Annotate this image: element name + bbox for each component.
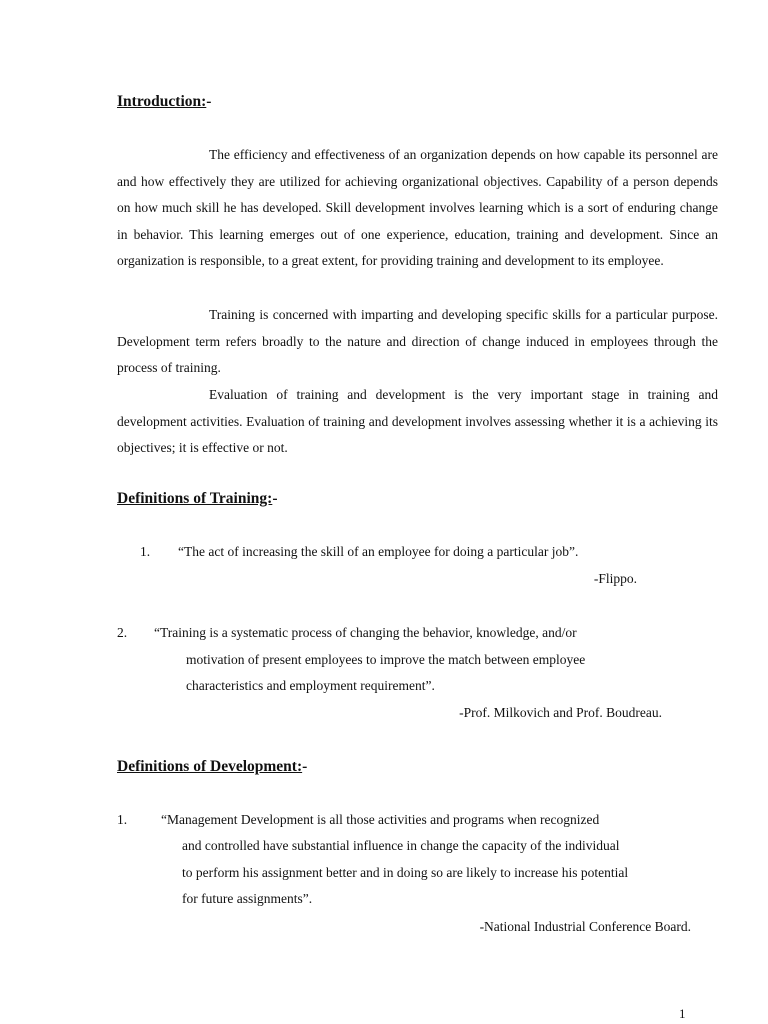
definition-quote-line: for future assignments”. (182, 891, 313, 906)
development-heading-text: Definitions of Development: (117, 758, 303, 775)
development-heading-suffix: - (302, 758, 308, 775)
development-heading (117, 758, 307, 776)
definition-quote-line: “Training is a systematic process of changing the behavior, knowledge, and/or (154, 625, 577, 640)
definition-quote-line: to perform his assignment better and in doing so are likely to increase his potential (182, 865, 629, 880)
introduction-heading (117, 93, 211, 111)
definition-quote-line: “The act of increasing the skill of an employee for doing a particular job”. (178, 544, 579, 559)
training-heading-text: Definitions of Training: (117, 490, 273, 507)
definition-number: 1. (117, 812, 128, 827)
definition-number: 1. (140, 544, 151, 559)
definition-quote-line: and controlled have substantial influence in change the capacity of the individual (182, 838, 620, 853)
intro-paragraph-2: Training is concerned with imparting and developing specific skills for a particular purpose. Development term refers broadly to the nature and direction of change induced in employees through the process of training. (117, 307, 718, 376)
definition-quote-line: “Management Development is all those activities and programs when recognized (161, 812, 600, 827)
intro-paragraph-1: The efficiency and effectiveness of an organization depends on how capable its personnel are and how effectively they are utilized for achieving organizational objectives. Capability of a person depends on how much skill he has developed. Skill development involves learning which is a sort of enduring change in behavior. This learning emerges out of one experience, education, training and development. Since an organization is responsible, to a great extent, for providing training and development to its employee. (117, 147, 718, 269)
training-heading-suffix: - (272, 490, 278, 507)
page-number: 1 (679, 1006, 686, 1021)
definition-quote-line: characteristics and employment requirement”. (186, 678, 435, 693)
introduction-heading-suffix: - (206, 93, 212, 110)
definition-number: 2. (117, 625, 128, 640)
intro-paragraph-3: Evaluation of training and development is the very important stage in training and development activities. Evaluation of training and development involves assessing whether it is a achieving its objectives; it is effective or not. (117, 387, 718, 456)
definition-quote-line: motivation of present employees to improve the match between employee (186, 652, 586, 667)
definition-attribution: -Flippo. (593, 571, 637, 586)
introduction-heading-text: Introduction: (117, 93, 207, 110)
definition-attribution: -Prof. Milkovich and Prof. Boudreau. (459, 705, 662, 720)
training-heading (117, 490, 277, 508)
definition-attribution: -National Industrial Conference Board. (479, 919, 691, 934)
